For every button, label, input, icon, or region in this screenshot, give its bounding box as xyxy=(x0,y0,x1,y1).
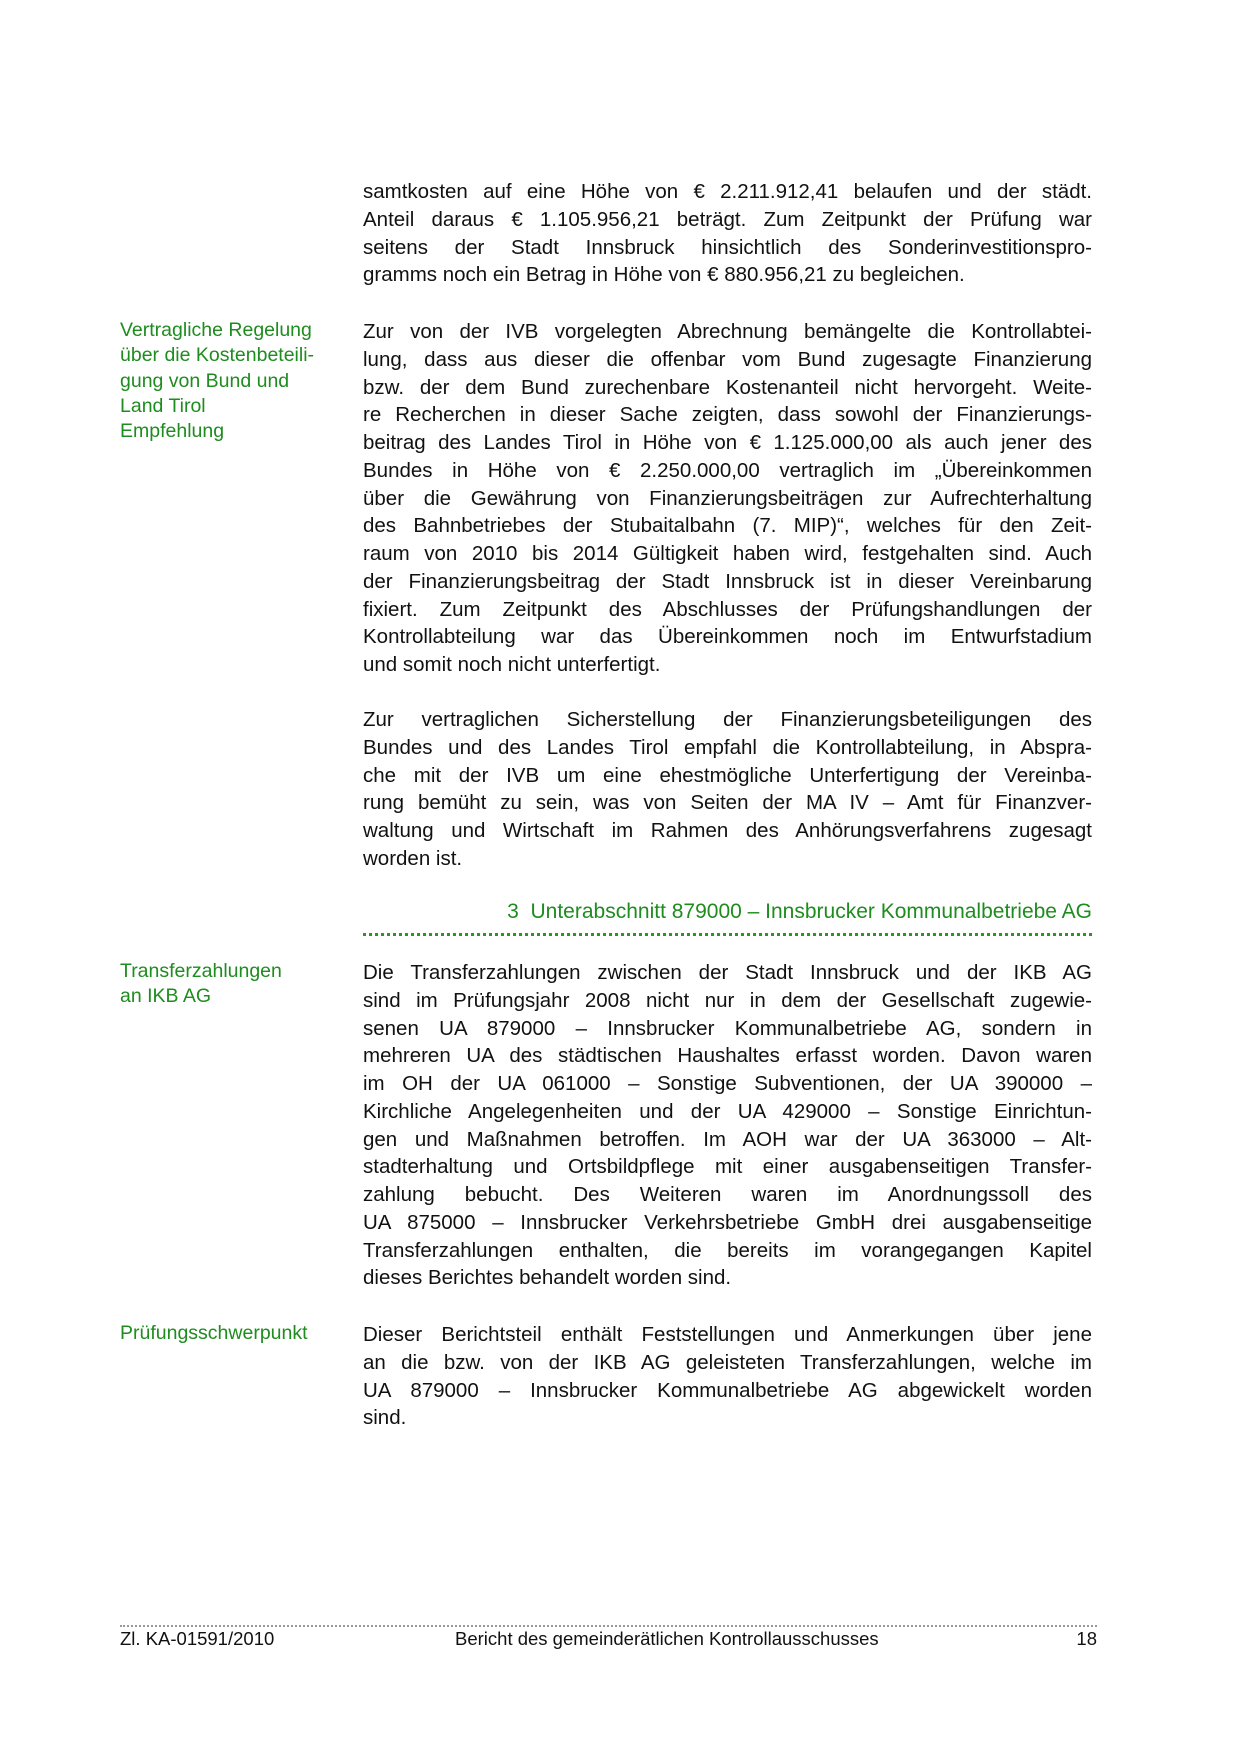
paragraph xyxy=(363,706,1092,873)
text-line: stadterhaltung und Ortsbildpflege mit einer ausgabenseitigen Transfer- xyxy=(363,1155,1092,1179)
footer-title: Bericht des gemeinderätlichen Kontrollausschusses xyxy=(455,1628,879,1649)
text-line: und somit noch nicht unterfertigt. xyxy=(363,653,661,676)
margin-note-line: an IKB AG xyxy=(120,985,212,1008)
text-line: Bundes und des Landes Tirol empfahl die Kontrollabteilung, in Abspra- xyxy=(363,735,1092,759)
text-line: seitens der Stadt Innsbruck hinsichtlich des Sonderinvestitionspro- xyxy=(363,235,1092,259)
text-line: gramms noch ein Betrag in Höhe von € 880.956,21 zu begleichen. xyxy=(363,263,965,287)
text-line: Dieser Berichtsteil enthält Feststellungen und Anmerkungen über jene xyxy=(363,1323,1092,1346)
text-line: dieses Berichtes behandelt worden sind. xyxy=(363,1266,732,1290)
footer-reference: Zl. KA-01591/2010 xyxy=(120,1628,275,1649)
text-line: che mit der IVB um eine ehestmögliche Unterfertigung der Vereinba- xyxy=(363,763,1092,787)
margin-note-line: über die Kostenbeteili- xyxy=(120,344,315,367)
text-line: gen und Maßnahmen betroffen. Im AOH war der UA 363000 – Alt- xyxy=(363,1127,1092,1151)
margin-note-line: Empfehlung xyxy=(120,420,225,443)
text-line: Kirchliche Angelegenheiten und der UA 429000 – Sonstige Einrichtun- xyxy=(363,1099,1092,1123)
text-line: im OH der UA 061000 – Sonstige Subventionen, der UA 390000 – xyxy=(363,1072,1092,1095)
text-line: sind im Prüfungsjahr 2008 nicht nur in dem der Gesellschaft zugewie- xyxy=(363,988,1092,1012)
text-line: rung bemüht zu sein, was von Seiten der MA IV – Amt für Finanzver- xyxy=(363,791,1092,815)
paragraph xyxy=(363,178,1092,289)
text-line: über die Gewährung von Finanzierungsbeiträgen zur Aufrechterhaltung xyxy=(363,486,1092,510)
text-line: raum von 2010 bis 2014 Gültigkeit haben wird, festgehalten sind. Auch xyxy=(363,542,1092,565)
margin-note xyxy=(120,318,335,444)
text-line: UA 879000 – Innsbrucker Kommunalbetriebe AG abgewickelt worden xyxy=(363,1378,1092,1402)
text-line: Bundes in Höhe von € 2.250.000,00 vertraglich im „Übereinkommen xyxy=(363,458,1092,482)
text-line: fixiert. Zum Zeitpunkt des Abschlusses der Prüfungshandlungen der xyxy=(363,597,1092,621)
text-line: senen UA 879000 – Innsbrucker Kommunalbetriebe AG, sondern in xyxy=(363,1016,1092,1040)
text-line: mehreren UA des städtischen Haushaltes erfasst worden. Davon waren xyxy=(363,1044,1092,1068)
text-line: beitrag des Landes Tirol in Höhe von € 1.125.000,00 als auch jener des xyxy=(363,431,1092,454)
text-line: waltung und Wirtschaft im Rahmen des Anhörungsverfahrens zugesagt xyxy=(363,819,1092,842)
page-number: 18 xyxy=(1076,1628,1097,1649)
margin-note-line: Transferzahlungen xyxy=(120,960,282,982)
text-line: sind. xyxy=(363,1406,407,1430)
text-line: Transferzahlungen enthalten, die bereits im vorangegangen Kapitel xyxy=(363,1238,1092,1262)
text-line: Die Transferzahlungen zwischen der Stadt Innsbruck und der IKB AG xyxy=(363,961,1092,984)
section-heading: 3 Unterabschnitt 879000 – Innsbrucker Kommunalbetriebe AG xyxy=(507,900,1092,923)
margin-note-line: Vertragliche Regelung xyxy=(120,319,312,341)
text-line: Kontrollabteilung war das Übereinkommen noch im Entwurfstadium xyxy=(363,625,1092,649)
text-line: des Bahnbetriebes der Stubaitalbahn (7. MIP)“, welches für den Zeit- xyxy=(363,514,1092,538)
text-line: Anteil daraus € 1.105.956,21 beträgt. Zum Zeitpunkt der Prüfung war xyxy=(363,207,1092,231)
footer-divider xyxy=(120,1625,1097,1627)
text-line: lung, dass aus dieser die offenbar vom Bund zugesagte Finanzierung xyxy=(363,347,1092,371)
text-line: an die bzw. von der IKB AG geleisteten Transferzahlungen, welche im xyxy=(363,1350,1092,1374)
text-line: re Recherchen in dieser Sache zeigten, dass sowohl der Finanzierungs- xyxy=(363,403,1092,427)
text-line: Zur vertraglichen Sicherstellung der Finanzierungsbeteiligungen des xyxy=(363,708,1092,731)
text-line: zahlung bebucht. Des Weiteren waren im Anordnungssoll des xyxy=(363,1183,1092,1206)
paragraph xyxy=(363,959,1092,1292)
text-line: Zur von der IVB vorgelegten Abrechnung bemängelte die Kontrollabtei- xyxy=(363,320,1092,343)
text-line: UA 875000 – Innsbrucker Verkehrsbetriebe GmbH drei ausgabenseitige xyxy=(363,1210,1092,1234)
text-line: samtkosten auf eine Höhe von € 2.211.912,41 belaufen und der städt. xyxy=(363,180,1092,203)
text-line: bzw. der dem Bund zurechenbare Kostenanteil nicht hervorgeht. Weite- xyxy=(363,375,1092,399)
margin-note-line: Prüfungsschwerpunkt xyxy=(120,1322,308,1344)
margin-note-line: gung von Bund und xyxy=(120,369,290,392)
text-line: worden ist. xyxy=(363,846,463,870)
text-line: der Finanzierungsbeitrag der Stadt Innsbruck ist in dieser Vereinbarung xyxy=(363,569,1092,593)
paragraph xyxy=(363,1321,1092,1432)
margin-note xyxy=(120,1321,335,1346)
margin-note xyxy=(120,959,335,1010)
margin-note-line: Land Tirol xyxy=(120,394,206,417)
paragraph xyxy=(363,318,1092,679)
heading-divider xyxy=(363,933,1092,936)
